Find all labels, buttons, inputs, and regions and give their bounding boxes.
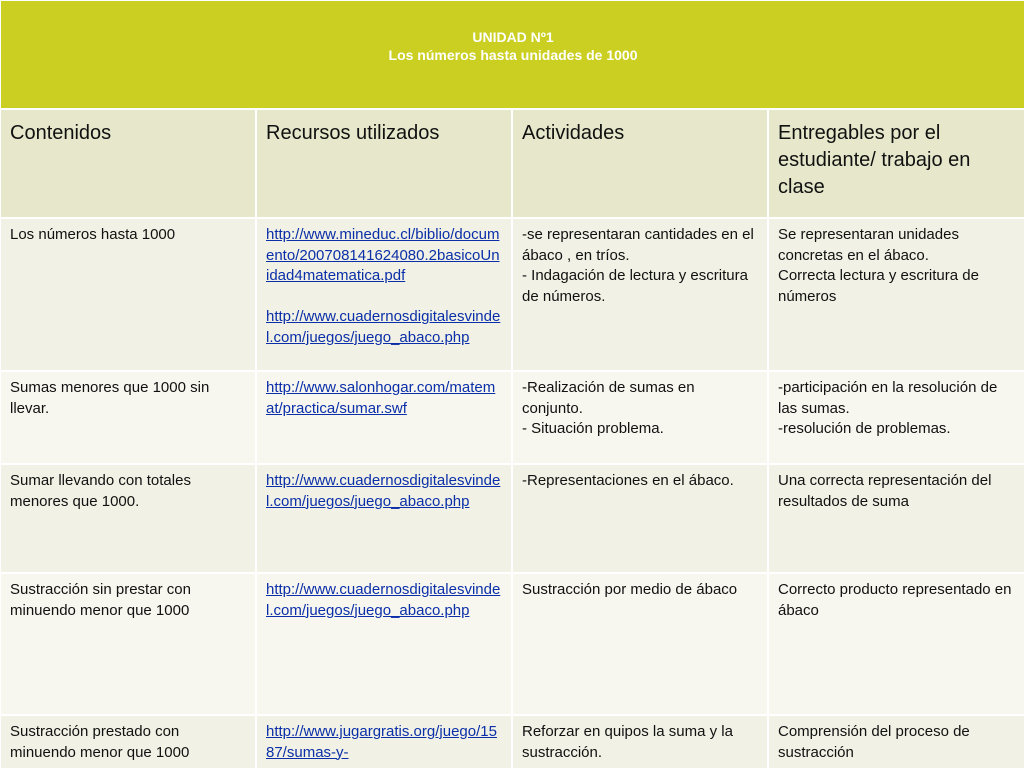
resource-link[interactable]: http://www.cuadernosdigitalesvindel.com/juegos/juego_abaco.php [266, 472, 501, 510]
cell-actividades [513, 716, 767, 768]
cell-recursos [257, 716, 511, 768]
cell-actividades [513, 219, 767, 370]
unit-title: UNIDAD Nº1 [472, 29, 554, 45]
entregables-text: Correcto producto representado en ábaco [778, 581, 1012, 619]
cell-entregables [769, 716, 1024, 768]
column-header-contenidos: Contenidos [1, 110, 255, 217]
resource-link[interactable]: http://www.cuadernosdigitalesvindel.com/juegos/juego_abaco.php [266, 308, 501, 346]
entregables-text: Una correcta representación del resultados de suma [778, 472, 992, 510]
entregables-text: -participación en la resolución de las sumas. -resolución de problemas. [778, 379, 998, 438]
spacer [266, 287, 502, 308]
cell-entregables [769, 574, 1024, 714]
cell-actividades [513, 574, 767, 714]
title-cell [1, 1, 1024, 108]
entregables-text: Comprensión del proceso de sustracción [778, 723, 970, 761]
cell-contenido: Los números hasta 1000 [1, 219, 255, 370]
cell-entregables [769, 219, 1024, 370]
actividades-text: -Representaciones en el ábaco. [522, 472, 734, 489]
cell-recursos [257, 372, 511, 463]
resource-link[interactable]: http://www.salonhogar.com/matemat/practica/sumar.swf [266, 379, 496, 417]
column-header-recursos: Recursos utilizados [257, 110, 511, 217]
unit-subtitle: Los números hasta unidades de 1000 [388, 47, 638, 63]
resource-link[interactable]: http://www.cuadernosdigitalesvindel.com/juegos/juego_abaco.php [266, 581, 501, 619]
title-row [1, 1, 1024, 108]
actividades-text: -Realización de sumas en conjunto. - Situación problema. [522, 379, 695, 438]
actividades-text: Sustracción por medio de ábaco [522, 581, 738, 598]
table-row [1, 372, 1024, 463]
cell-contenido: Sustracción prestado con minuendo menor que 1000 [1, 716, 255, 768]
table-row [1, 716, 1024, 768]
column-header-entregables: Entregables por el estudiante/ trabajo en clase [769, 110, 1024, 217]
cell-contenido: Sustracción sin prestar con minuendo menor que 1000 [1, 574, 255, 714]
table-row [1, 219, 1024, 370]
cell-actividades [513, 465, 767, 572]
resource-link[interactable]: http://www.jugargratis.org/juego/1587/sumas-y- [266, 723, 497, 761]
actividades-text: -se representaran cantidades en el ábaco , en tríos. - Indagación de lectura y escritura de números. [522, 226, 754, 305]
resource-link[interactable]: http://www.mineduc.cl/biblio/documento/200708141624080.2basicoUnidad4matematica.pdf [266, 226, 500, 285]
table-row [1, 574, 1024, 714]
cell-entregables [769, 372, 1024, 463]
cell-recursos [257, 465, 511, 572]
cell-recursos [257, 574, 511, 714]
cell-entregables [769, 465, 1024, 572]
cell-recursos [257, 219, 511, 370]
header-row [1, 110, 1024, 217]
actividades-text: Reforzar en quipos la suma y la sustracción. [522, 723, 733, 761]
entregables-text: Se representaran unidades concretas en el ábaco. Correcta lectura y escritura de números [778, 226, 979, 305]
cell-actividades [513, 372, 767, 463]
table-row [1, 465, 1024, 572]
cell-contenido: Sumas menores que 1000 sin llevar. [1, 372, 255, 463]
column-header-actividades: Actividades [513, 110, 767, 217]
cell-contenido: Sumar llevando con totales menores que 1000. [1, 465, 255, 572]
